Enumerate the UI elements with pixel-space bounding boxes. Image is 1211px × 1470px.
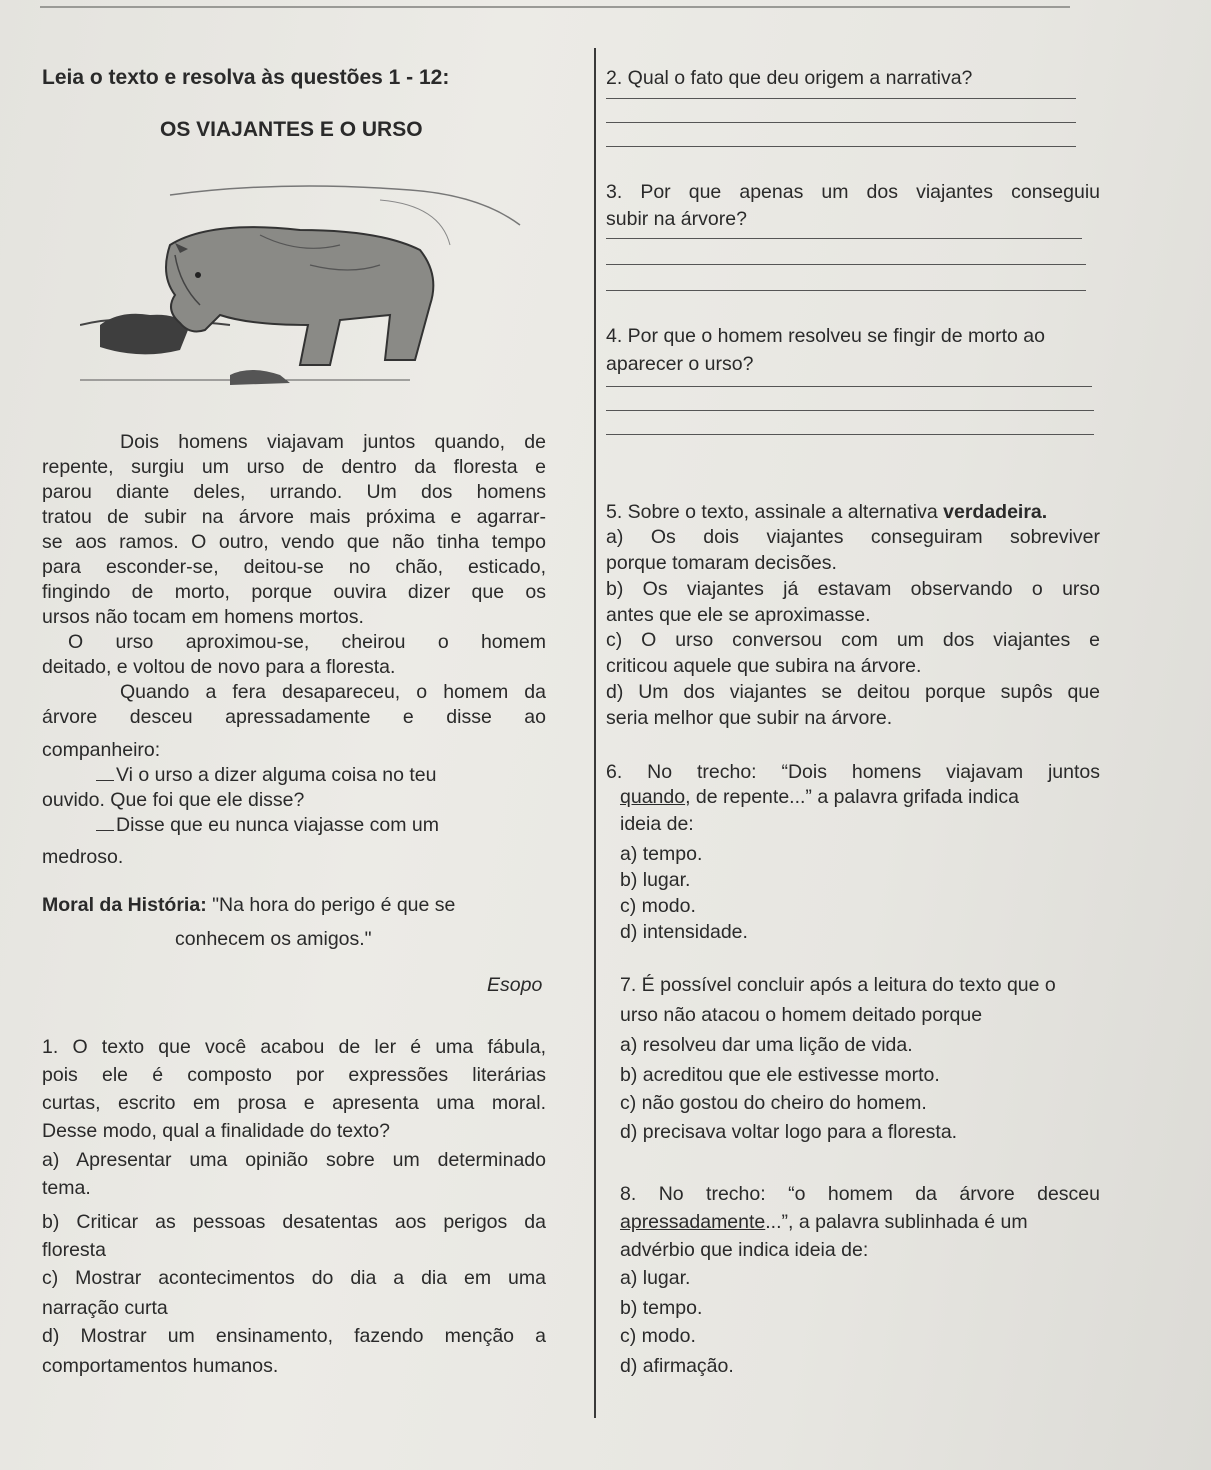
q5-prompt bbox=[606, 500, 1047, 524]
q1-line: 1. O texto que você acabou de ler é uma fábula, bbox=[42, 1036, 546, 1058]
q1-option-c-cont: narração curta bbox=[42, 1297, 168, 1319]
instructions: Leia o texto e resolva às questões 1 - 12: bbox=[42, 66, 450, 89]
story-line: companheiro: bbox=[42, 739, 161, 761]
q3-prompt-cont: subir na árvore? bbox=[606, 208, 747, 230]
answer-line[interactable] bbox=[606, 238, 1082, 239]
q1-line: Desse modo, qual a finalidade do texto? bbox=[42, 1120, 390, 1142]
story-line: deitado, e voltou de novo para a floresta. bbox=[42, 656, 396, 678]
q1-option-d-cont: comportamentos humanos. bbox=[42, 1355, 279, 1377]
story-line: ursos não tocam em homens mortos. bbox=[42, 606, 364, 628]
story-line: se aos ramos. O outro, vendo que não tinha tempo bbox=[42, 531, 546, 553]
moral-text-continued: conhecem os amigos." bbox=[175, 928, 372, 950]
answer-line[interactable] bbox=[606, 98, 1076, 99]
story-line: O urso aproximou-se, cheirou o homem bbox=[68, 631, 546, 653]
q8-prompt-end: advérbio que indica ideia de: bbox=[620, 1239, 869, 1261]
answer-line[interactable] bbox=[606, 264, 1086, 265]
story-line: fingindo de morto, porque ouvira dizer que os bbox=[42, 581, 546, 603]
q6-option-d[interactable]: d) intensidade. bbox=[620, 921, 748, 943]
q1-line: curtas, escrito em prosa e apresenta uma moral. bbox=[42, 1092, 546, 1114]
q8-option-b[interactable]: b) tempo. bbox=[620, 1297, 703, 1319]
dialogue-text: Disse que eu nunca viajasse com um bbox=[116, 814, 439, 836]
dialogue-text: Vi o urso a dizer alguma coisa no teu bbox=[116, 764, 437, 786]
answer-line[interactable] bbox=[606, 410, 1094, 411]
q5-option-b-cont: antes que ele se aproximasse. bbox=[606, 604, 871, 626]
q7-prompt: 7. É possível concluir após a leitura do texto que o bbox=[620, 974, 1056, 996]
story-line: Quando a fera desapareceu, o homem da bbox=[120, 681, 546, 703]
story-line: para esconder-se, deitou-se no chão, esticado, bbox=[42, 556, 546, 578]
q3-prompt: 3. Por que apenas um dos viajantes conseguiu bbox=[606, 181, 1100, 203]
q4-prompt: 4. Por que o homem resolveu se fingir de morto ao bbox=[606, 325, 1045, 347]
q5-option-c-cont: criticou aquele que subira na árvore. bbox=[606, 655, 922, 677]
answer-line[interactable] bbox=[606, 290, 1086, 291]
story-line: parou diante deles, urrando. Um dos homens bbox=[42, 481, 546, 503]
q6-option-c[interactable]: c) modo. bbox=[620, 895, 696, 917]
q5-prompt-text: 5. Sobre o texto, assinale a alternativa bbox=[606, 501, 944, 523]
q8-option-a[interactable]: a) lugar. bbox=[620, 1267, 691, 1289]
q8-prompt: 8. No trecho: “o homem da árvore desceu bbox=[620, 1183, 1100, 1205]
dialogue-line bbox=[96, 763, 437, 787]
story-line: repente, surgiu um urso de dentro da floresta e bbox=[42, 456, 546, 478]
q1-option-b-cont: floresta bbox=[42, 1239, 106, 1261]
story-line: tratou de subir na árvore mais próxima e agarrar- bbox=[42, 506, 546, 528]
q7-option-b[interactable]: b) acreditou que ele estivesse morto. bbox=[620, 1064, 940, 1086]
column-divider bbox=[594, 48, 596, 1418]
page-top-edge bbox=[40, 6, 1070, 8]
q1-option-d[interactable]: d) Mostrar um ensinamento, fazendo menção a bbox=[42, 1325, 546, 1347]
q5-option-a-cont: porque tomaram decisões. bbox=[606, 552, 837, 574]
q6-option-a[interactable]: a) tempo. bbox=[620, 843, 703, 865]
bear-illustration bbox=[80, 175, 550, 400]
moral-label: Moral da História: bbox=[42, 894, 207, 916]
q5-option-c[interactable]: c) O urso conversou com um dos viajantes e bbox=[606, 629, 1100, 651]
q6-prompt-rest: , de repente...” a palavra grifada indica bbox=[685, 786, 1019, 808]
q6-option-b[interactable]: b) lugar. bbox=[620, 869, 691, 891]
q7-option-a[interactable]: a) resolveu dar uma lição de vida. bbox=[620, 1034, 913, 1056]
story-line: Dois homens viajavam juntos quando, de bbox=[120, 431, 546, 453]
moral-text: "Na hora do perigo é que se bbox=[212, 894, 456, 916]
q8-option-c[interactable]: c) modo. bbox=[620, 1325, 696, 1347]
dialogue-line bbox=[96, 813, 439, 837]
story-line: medroso. bbox=[42, 846, 124, 868]
q7-prompt-cont: urso não atacou o homem deitado porque bbox=[620, 1004, 983, 1026]
story-title: OS VIAJANTES E O URSO bbox=[160, 118, 423, 141]
q1-option-b[interactable]: b) Criticar as pessoas desatentas aos perigos da bbox=[42, 1211, 546, 1233]
answer-line[interactable] bbox=[606, 386, 1092, 387]
q1-option-a[interactable]: a) Apresentar uma opinião sobre um determinado bbox=[42, 1149, 546, 1171]
q8-prompt-cont bbox=[620, 1210, 1028, 1234]
q8-option-d[interactable]: d) afirmação. bbox=[620, 1355, 734, 1377]
q5-prompt-emphasis: verdadeira. bbox=[943, 501, 1048, 523]
dialogue-dash bbox=[96, 830, 114, 831]
q6-prompt: 6. No trecho: “Dois homens viajavam juntos bbox=[606, 761, 1100, 783]
q8-underlined-word: apressadamente bbox=[620, 1211, 766, 1233]
author: Esopo bbox=[487, 974, 543, 996]
q5-option-d[interactable]: d) Um dos viajantes se deitou porque supôs que bbox=[606, 681, 1100, 703]
q6-prompt-end: ideia de: bbox=[620, 813, 694, 835]
q7-option-d[interactable]: d) precisava voltar logo para a floresta. bbox=[620, 1121, 958, 1143]
q8-prompt-rest: ...”, a palavra sublinhada é um bbox=[765, 1211, 1028, 1233]
answer-line[interactable] bbox=[606, 122, 1076, 123]
q6-highlighted-word: quando bbox=[620, 786, 686, 808]
q4-prompt-cont: aparecer o urso? bbox=[606, 353, 754, 375]
q5-option-a[interactable]: a) Os dois viajantes conseguiram sobreviver bbox=[606, 526, 1100, 548]
answer-line[interactable] bbox=[606, 146, 1076, 147]
q6-prompt-cont bbox=[620, 785, 1019, 809]
q2-prompt: 2. Qual o fato que deu origem a narrativa? bbox=[606, 67, 973, 89]
story-line: árvore desceu apressadamente e disse ao bbox=[42, 706, 546, 728]
q1-option-a-cont: tema. bbox=[42, 1177, 91, 1199]
dialogue-dash bbox=[96, 780, 114, 781]
q5-option-d-cont: seria melhor que subir na árvore. bbox=[606, 707, 893, 729]
answer-line[interactable] bbox=[606, 434, 1094, 435]
q5-option-b[interactable]: b) Os viajantes já estavam observando o urso bbox=[606, 578, 1100, 600]
moral bbox=[42, 893, 455, 917]
q7-option-c[interactable]: c) não gostou do cheiro do homem. bbox=[620, 1092, 927, 1114]
q1-option-c[interactable]: c) Mostrar acontecimentos do dia a dia em uma bbox=[42, 1267, 546, 1289]
q1-line: pois ele é composto por expressões literárias bbox=[42, 1064, 546, 1086]
story-line: ouvido. Que foi que ele disse? bbox=[42, 789, 305, 811]
